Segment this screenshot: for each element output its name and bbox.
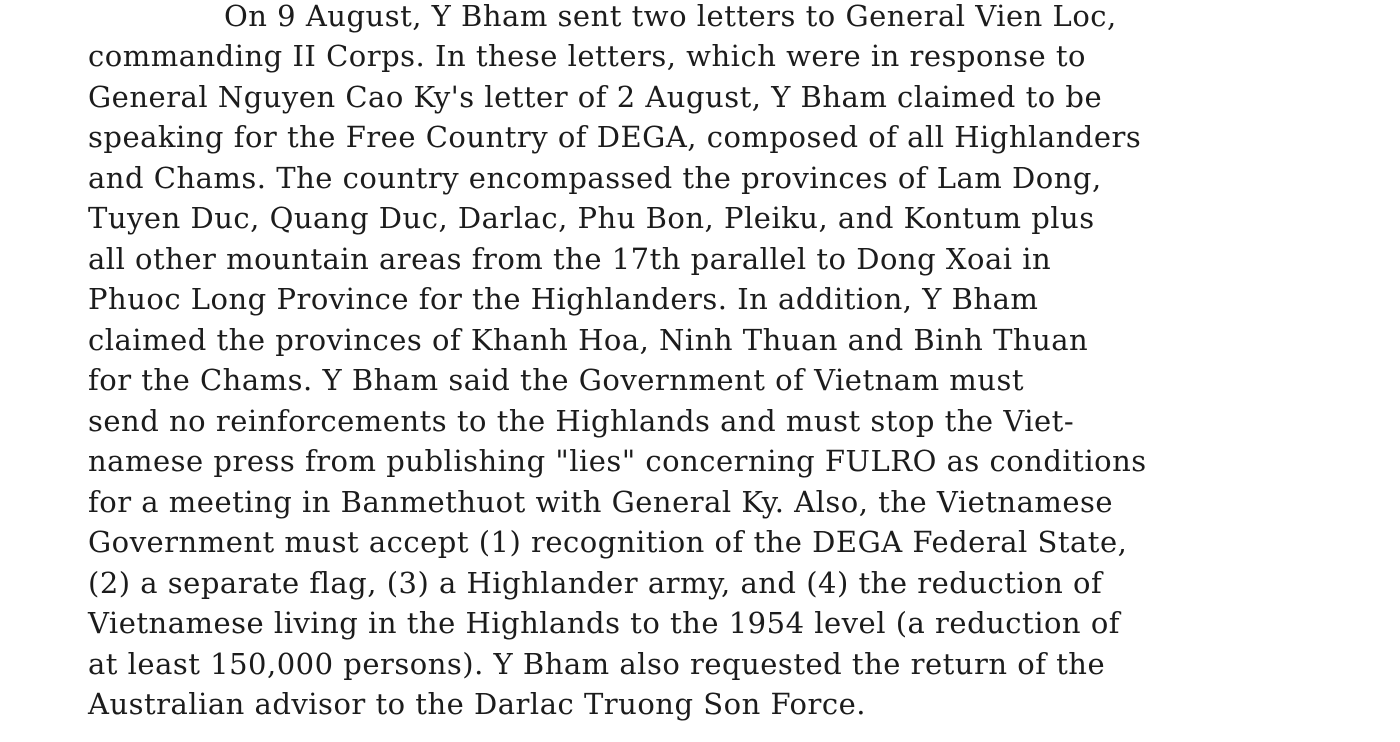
paragraph-line: send no reinforcements to the Highlands and must stop the Viet- (88, 404, 1075, 438)
paragraph-line: at least 150,000 persons). Y Bham also requested the return of the (88, 647, 1106, 681)
paragraph-line: Government must accept (1) recognition of the DEGA Federal State, (88, 525, 1128, 559)
paragraph-line: and Chams. The country encompassed the provinces of Lam Dong, (88, 161, 1102, 195)
paragraph-line: all other mountain areas from the 17th parallel to Dong Xoai in (88, 242, 1052, 276)
paragraph-line: General Nguyen Cao Ky's letter of 2 August, Y Bham claimed to be (88, 80, 1103, 114)
paragraph-line: namese press from publishing "lies" concerning FULRO as conditions (88, 444, 1147, 478)
paragraph-line: Phuoc Long Province for the Highlanders. In addition, Y Bham (88, 282, 1039, 316)
paragraph-line: (2) a separate flag, (3) a Highlander army, and (4) the reduction of (88, 566, 1103, 600)
paragraph-line: for a meeting in Banmethuot with General Ky. Also, the Vietnamese (88, 485, 1114, 519)
paragraph-line: speaking for the Free Country of DEGA, composed of all Highlanders (88, 120, 1142, 154)
paragraph-line: for the Chams. Y Bham said the Government of Vietnam must (88, 363, 1025, 397)
paragraph-line: Australian advisor to the Darlac Truong Son Force. (88, 687, 866, 721)
paragraph-line: commanding II Corps. In these letters, which were in response to (88, 39, 1086, 73)
paragraph-line: Tuyen Duc, Quang Duc, Darlac, Phu Bon, Pleiku, and Kontum plus (88, 201, 1095, 235)
paragraph-line: claimed the provinces of Khanh Hoa, Ninh Thuan and Binh Thuan (88, 323, 1089, 357)
paragraph-line: On 9 August, Y Bham sent two letters to General Vien Loc, (224, 0, 1117, 33)
paragraph-line: Vietnamese living in the Highlands to the 1954 level (a reduction of (88, 606, 1121, 640)
